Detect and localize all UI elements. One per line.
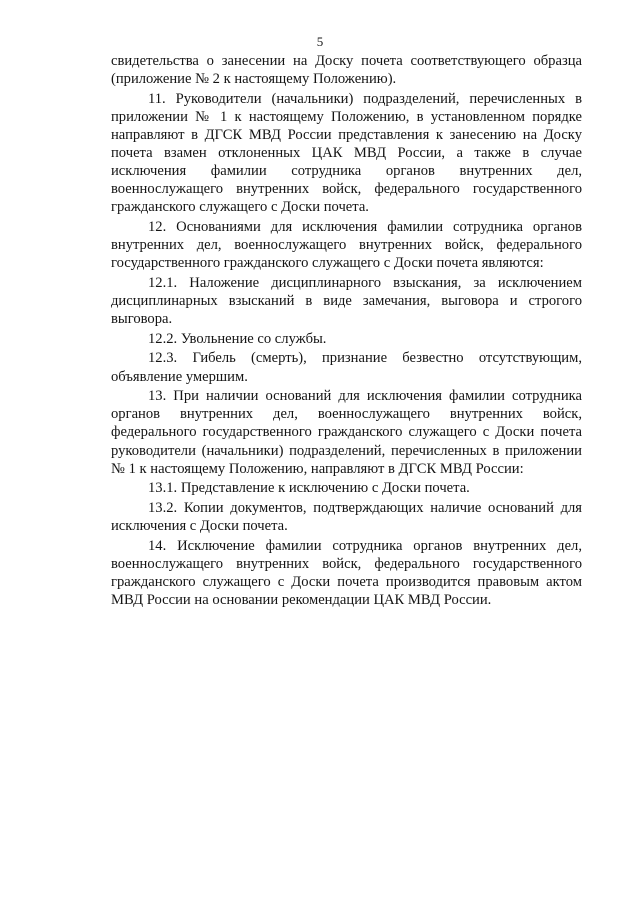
- paragraph-12-2: 12.2. Увольнение со службы.: [148, 330, 327, 347]
- paragraph-continuation: свидетельства о занесении на Доску почета соответствующего образца (приложение № 2 к настоящему Положению).: [111, 53, 582, 88]
- paragraph-12-1: 12.1. Наложение дисциплинарного взыскания, за исключением дисциплинарных взысканий в виде замечания, выговора и строгого выговора.: [111, 274, 582, 328]
- paragraph-14: 14. Исключение фамилии сотрудника органов внутренних дел, военнослужащего внутренних войск, федерального государственного гражданского служащего с Доски почета производится правовым актом МВД России на основании рекомендации ЦАК МВД России.: [111, 537, 582, 609]
- page-number: 5: [316, 34, 324, 49]
- paragraph-13-1: 13.1. Представление к исключению с Доски почета.: [148, 480, 470, 497]
- paragraph-13: 13. При наличии оснований для исключения фамилии сотрудника органов внутренних дел, военнослужащего внутренних войск, федерального государственного гражданского служащего с Доски почета руководители (начальники) подразделений, перечисленных в приложении № 1 к настоящему Положению, направляют в ДГСК МВД России:: [111, 388, 582, 477]
- document-body: [111, 52, 582, 611]
- paragraph-12-3: 12.3. Гибель (смерть), признание безвестно отсутствующим, объявление умершим.: [111, 350, 582, 385]
- paragraph-12: 12. Основаниями для исключения фамилии сотрудника органов внутренних дел, военнослужащего внутренних войск, федерального государственного гражданского служащего с Доски почета являются:: [111, 219, 582, 272]
- paragraph-11: 11. Руководители (начальники) подразделений, перечисленных в приложении № 1 к настоящему Положению, в установленном порядке направляют в ДГСК МВД России представления к занесению на Доску почета взамен отклоненных ЦАК МВД России, а также в случае исключения фамилии сотрудника органов внутренних дел, военнослужащего внутренних войск, федерального государственного гражданского служащего с Доски почета.: [111, 90, 582, 216]
- paragraph-13-2: 13.2. Копии документов, подтверждающих наличие оснований для исключения с Доски почета.: [111, 500, 582, 535]
